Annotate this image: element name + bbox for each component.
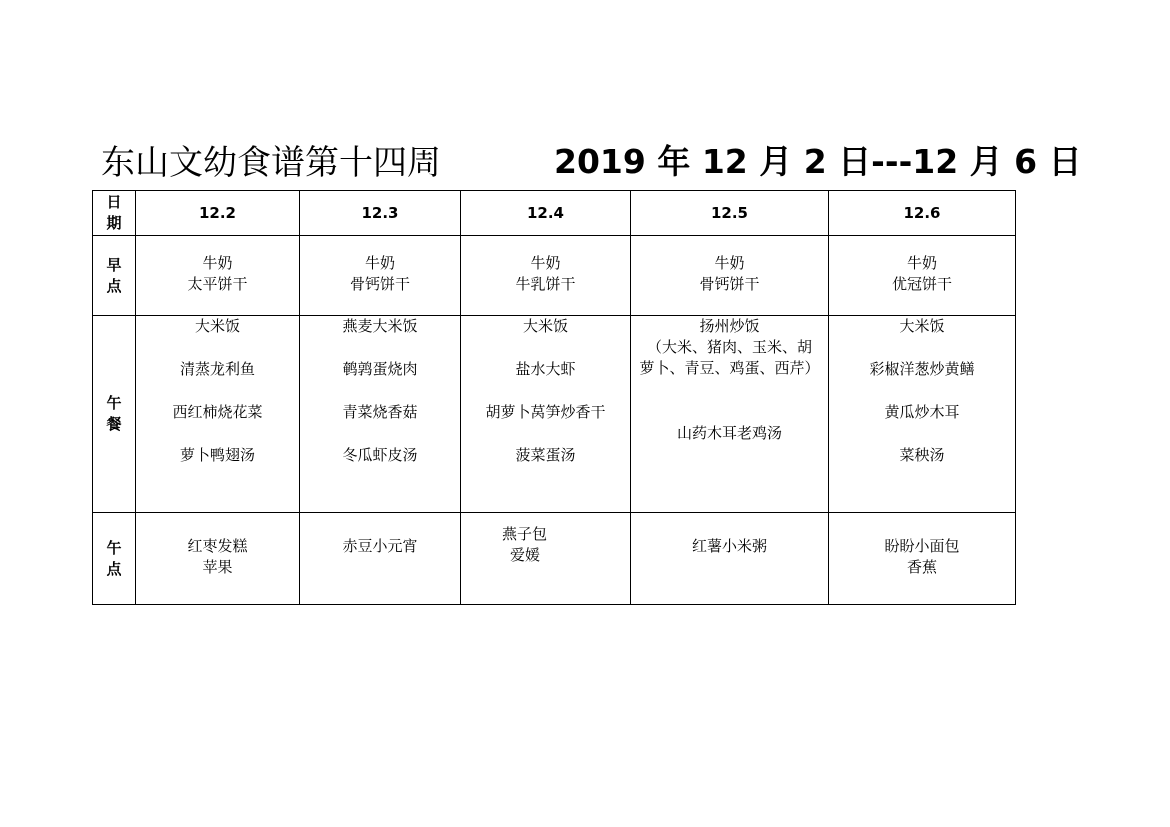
lunch-cell: 燕麦大米饭 鹌鹑蛋烧肉 青菜烧香菇 冬瓜虾皮汤 [300, 316, 461, 513]
date-row [93, 191, 1016, 236]
snack-cell: 红薯小米粥 [631, 513, 829, 605]
row-label-snack: 午 点 [93, 513, 136, 605]
weekly-menu-table [92, 190, 1016, 605]
row-label-lunch: 午 餐 [93, 316, 136, 513]
lunch-cell: 大米饭 盐水大虾 胡萝卜莴笋炒香干 菠菜蛋汤 [461, 316, 631, 513]
breakfast-cell: 牛奶 太平饼干 [136, 236, 300, 316]
menu-date-range: 2019 年 12 月 2 日---12 月 6 日 [554, 141, 1082, 181]
lunch-row [93, 316, 1016, 513]
date-cell: 12.4 [461, 191, 631, 236]
lunch-cell: 大米饭 清蒸龙利鱼 西红柿烧花菜 萝卜鸭翅汤 [136, 316, 300, 513]
breakfast-cell: 牛奶 优冠饼干 [829, 236, 1016, 316]
lunch-cell: 扬州炒饭 （大米、猪肉、玉米、胡 萝卜、青豆、鸡蛋、西芹） 山药木耳老鸡汤 [631, 316, 829, 513]
snack-cell: 燕子包 爱媛 [461, 513, 631, 605]
page-title [101, 136, 1082, 183]
snack-cell: 盼盼小面包 香蕉 [829, 513, 1016, 605]
breakfast-cell: 牛奶 骨钙饼干 [300, 236, 461, 316]
row-label-date: 日 期 [93, 191, 136, 236]
lunch-cell: 大米饭 彩椒洋葱炒黄鳝 黄瓜炒木耳 菜秧汤 [829, 316, 1016, 513]
snack-cell: 红枣发糕 苹果 [136, 513, 300, 605]
menu-title: 东山文幼食谱第十四周 [101, 142, 441, 183]
snack-row [93, 513, 1016, 605]
snack-cell: 赤豆小元宵 [300, 513, 461, 605]
date-cell: 12.6 [829, 191, 1016, 236]
breakfast-row [93, 236, 1016, 316]
breakfast-cell: 牛奶 骨钙饼干 [631, 236, 829, 316]
date-cell: 12.5 [631, 191, 829, 236]
date-cell: 12.3 [300, 191, 461, 236]
row-label-breakfast: 早 点 [93, 236, 136, 316]
breakfast-cell: 牛奶 牛乳饼干 [461, 236, 631, 316]
date-cell: 12.2 [136, 191, 300, 236]
